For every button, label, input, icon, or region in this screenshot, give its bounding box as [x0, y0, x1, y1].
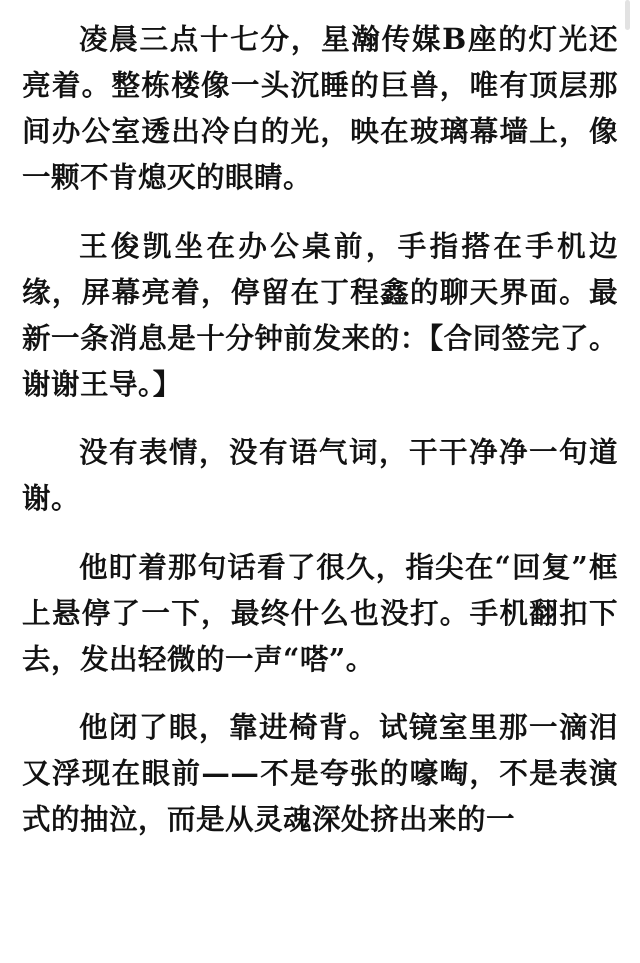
paragraph: 他盯着那句话看了很久，指尖在“回复”框上悬停了一下，最终什么也没打。手机翻扣下去，发出轻微的一声“嗒”。 — [22, 549, 618, 676]
paragraph: 凌晨三点十七分，星瀚传媒B座的灯光还亮着。整栋楼像一头沉睡的巨兽，唯有顶层那间办公室透出冷白的光，映在玻璃幕墙上，像一颗不肯熄灭的眼睛。 — [22, 22, 618, 195]
scrollbar-thumb[interactable] — [625, 0, 630, 30]
paragraph: 他闭了眼，靠进椅背。试镜室里那一滴泪又浮现在眼前——不是夸张的嚎啕，不是表演式的抽泣，而是从灵魂深处挤出来的一 — [22, 710, 618, 837]
article-body — [22, 16, 618, 843]
paragraph: 没有表情，没有语气词，干干净净一句道谢。 — [22, 435, 618, 516]
paragraph: 王俊凯坐在办公桌前，手指搭在手机边缘，屏幕亮着，停留在丁程鑫的聊天界面。最新一条消息是十分钟前发来的：【合同签完了。谢谢王导。】 — [22, 228, 618, 402]
